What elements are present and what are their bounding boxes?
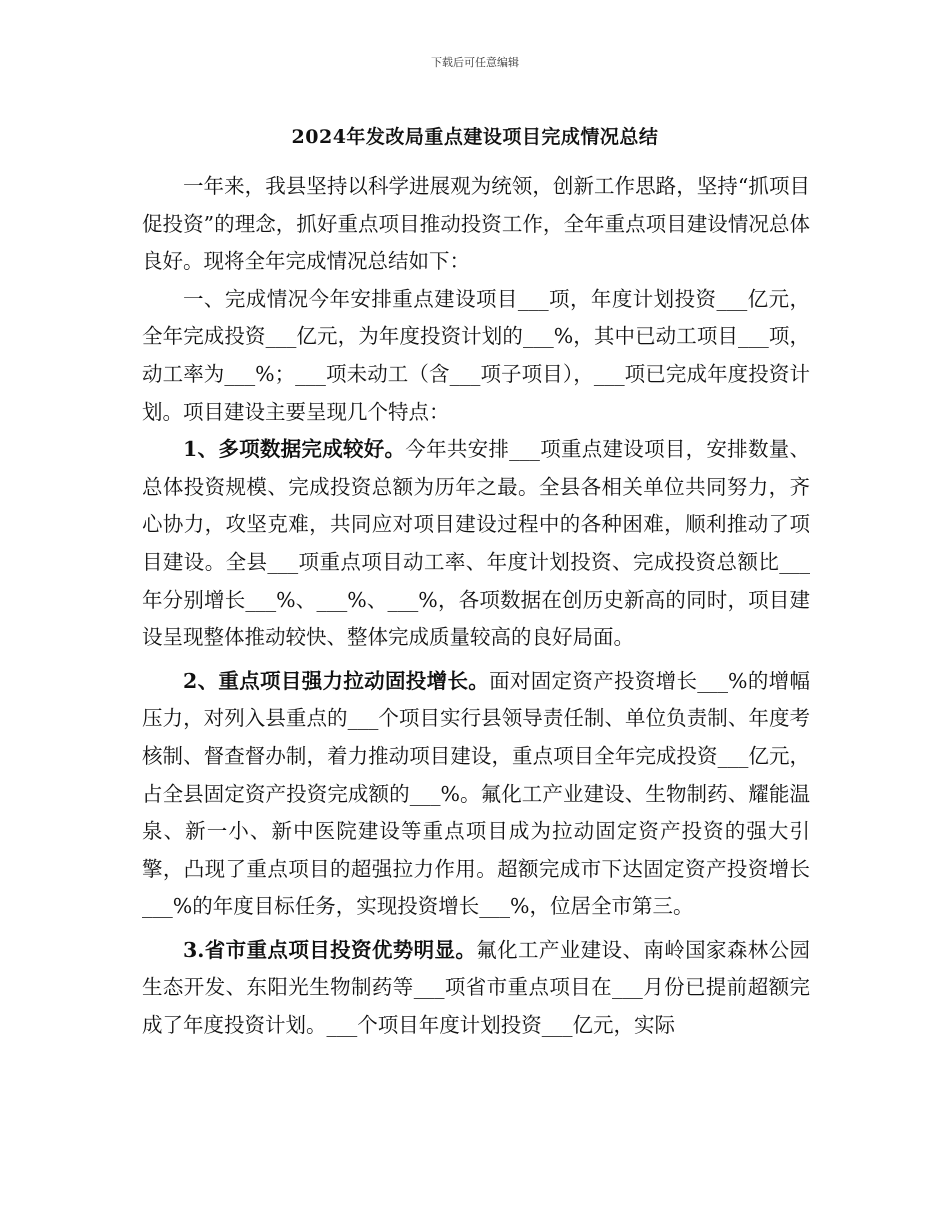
section-1-paragraph: 一、完成情况今年安排重点建设项目___项，年度计划投资___亿元，全年完成投资___亿元，为年度投资计划的___%，其中已动工项目___项，动工率为___%；___项未动工（含___项子项目），___项已完成年度投资计划。项目建设主要呈现几个特点： (142, 286, 810, 424)
intro-paragraph: 一年来，我县坚持以科学进展观为统领，创新工作思路，坚持“抓项目促投资”的理念，抓好重点项目推动投资工作，全年重点项目建设情况总体良好。现将全年完成情况总结如下： (142, 174, 810, 274)
page-title: 2024年发改局重点建设项目完成情况总结 (291, 126, 659, 148)
document-body (142, 168, 810, 1045)
point-2-heading: 2、重点项目强力拉动固投增长。 (183, 668, 490, 693)
point-1-text: 今年共安排___项重点建设项目，安排数量、总体投资规模、完成投资总额为历年之最。全县各相关单位共同努力，齐心协力，攻坚克难，共同应对项目建设过程中的各种困难，顺利推动了项目建设。全县___项重点项目动工率、年度计划投资、完成投资总额比___年分别增长___%、___%、___%，各项数据在创历史新高的同时，项目建设呈现整体推动较快、整体完成质量较高的良好局面。 (142, 437, 811, 650)
point-1-paragraph (142, 431, 810, 657)
point-2-paragraph (142, 663, 810, 926)
point-3-paragraph (142, 932, 810, 1045)
point-3-heading: 3.省市重点项目投资优势明显。 (183, 937, 477, 962)
point-3-text: 氟化工产业建设、南岭国家森林公园生态开发、东阳光生物制药等___项省市重点项目在___月份已提前超额完成了年度投资计划。___个项目年度计划投资___亿元，实际 (142, 937, 811, 1038)
point-1-heading: 1、多项数据完成较好。 (183, 437, 406, 462)
point-2-text: 面对固定资产投资增长___%的增幅压力，对列入县重点的___个项目实行县领导责任制、单位负责制、年度考核制、督查督办制，着力推动项目建设，重点项目全年完成投资___亿元，占全县固定资产投资完成额的___%。氟化工产业建设、生物制药、耀能温泉、新一小、新中医院建设等重点项目成为拉动固定资产投资的强大引擎，凸现了重点项目的超强拉力作用。超额完成市下达固定资产投资增长___%的年度目标任务，实现投资增长___%，位居全市第三。 (142, 668, 811, 919)
header-note: 下载后可任意编辑 (431, 56, 519, 69)
